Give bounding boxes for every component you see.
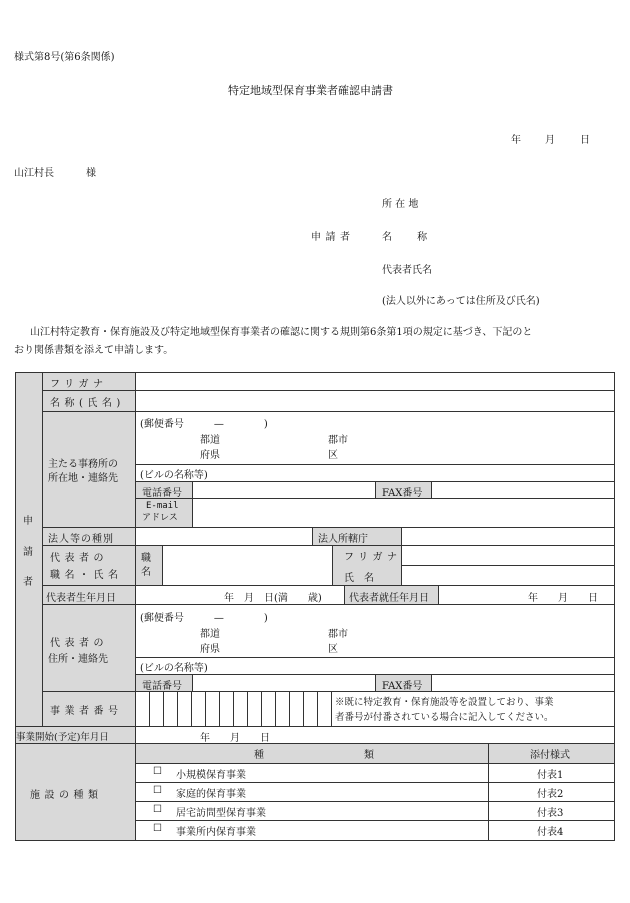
gunshi-2: 区 — [328, 450, 338, 461]
todofuken2-2: 府県 — [200, 644, 220, 655]
facility-form-1: 付表1 — [537, 770, 564, 781]
facility-name-1: 小規模保育事業 — [176, 770, 246, 781]
todofuken-1: 都道 — [200, 435, 220, 446]
fax-label: FAX番号 — [382, 488, 423, 499]
building-label-2: (ビルの名称等) — [140, 663, 208, 674]
facility-checkbox-2[interactable]: ☐ — [153, 785, 162, 796]
rep-birth-value: 年 月 日(満 歳) — [224, 593, 322, 604]
rep-title-label-1: 代表者の — [50, 553, 108, 564]
date-month: 月 — [545, 135, 555, 146]
rep-addr-label-2: 住所・連絡先 — [48, 654, 108, 665]
side-label-2: 請 — [23, 547, 33, 558]
fax2-label: FAX番号 — [382, 681, 423, 692]
applicant-label: 申請者 — [311, 232, 355, 243]
date-year: 年 — [511, 135, 521, 146]
email-label-1: E-mail — [146, 501, 179, 511]
date-day: 日 — [580, 135, 590, 146]
side-label-3: 者 — [23, 577, 33, 588]
facility-form-3: 付表3 — [537, 808, 564, 819]
shoku-label-1: 職 — [141, 553, 151, 564]
email-label-2: アドレス — [142, 513, 178, 523]
biz-note-1: ※既に特定教育・保育施設等を設置しており、事業 — [335, 697, 554, 708]
biz-no-label: 事業者番号 — [50, 706, 123, 717]
applicant-rep-label: 代表者氏名 — [382, 265, 432, 276]
todofuken2-1: 都道 — [200, 629, 220, 640]
rep-start-label: 代表者就任年月日 — [349, 593, 429, 604]
postal-label-2: (郵便番号 — ) — [140, 613, 268, 624]
facility-form-2: 付表2 — [537, 789, 564, 800]
facility-name-3: 居宅訪問型保育事業 — [176, 808, 266, 819]
intro-line-1: 山江村特定教育・保育施設及び特定地域型保育事業者の確認に関する規則第6条第1項の規定に基づき、下記のと — [30, 327, 533, 338]
gunshi2-1: 郡市 — [328, 629, 348, 640]
facility-checkbox-4[interactable]: ☐ — [153, 823, 162, 834]
intro-line-2: おり関係書類を添えて申請します。 — [14, 345, 174, 356]
todofuken-2: 府県 — [200, 450, 220, 461]
applicant-note: (法人以外にあっては住所及び氏名) — [382, 296, 540, 307]
start-date-label: 事業開始(予定)年月日 — [16, 732, 109, 743]
furigana-label: フリガナ — [50, 379, 108, 390]
facility-type-label: 施設の種類 — [30, 790, 103, 801]
rep-title-label-2: 職名・氏名 — [50, 570, 123, 581]
facility-checkbox-1[interactable]: ☐ — [153, 766, 162, 777]
phone2-label: 電話番号 — [142, 681, 182, 692]
start-date-value: 年 月 日 — [200, 733, 270, 744]
honorific: 様 — [86, 168, 96, 179]
corp-authority-label: 法人所轄庁 — [318, 534, 368, 545]
postal-label: (郵便番号 — ) — [140, 419, 268, 430]
corp-type-label: 法人等の種別 — [48, 534, 114, 545]
rep-birth-label: 代表者生年月日 — [46, 593, 116, 604]
gunshi-1: 郡市 — [328, 435, 348, 446]
biz-note-2: 者番号が付番されている場合に記入してください。 — [335, 712, 554, 723]
side-label-1: 申 — [23, 516, 33, 527]
office-label-1: 主たる事務所の — [48, 459, 118, 470]
addressee: 山江村長 — [14, 168, 54, 179]
gunshi2-2: 区 — [328, 644, 338, 655]
facility-name-4: 事業所内保育事業 — [176, 827, 256, 838]
phone-label: 電話番号 — [142, 488, 182, 499]
attach-header: 添付様式 — [530, 750, 570, 761]
form-number: 様式第8号(第6条関係) — [14, 52, 115, 63]
applicant-address-label: 所 在 地 — [382, 199, 419, 210]
shimei-label: 氏 名 — [344, 573, 374, 584]
facility-form-4: 付表4 — [537, 827, 564, 838]
office-label-2: 所在地・連絡先 — [48, 473, 118, 484]
kind-header: 種 類 — [254, 750, 374, 761]
facility-checkbox-3[interactable]: ☐ — [153, 804, 162, 815]
facility-name-2: 家庭的保育事業 — [176, 789, 246, 800]
building-label: (ビルの名称等) — [140, 470, 208, 481]
name-label: 名称(氏名) — [50, 398, 125, 409]
rep-addr-label-1: 代表者の — [50, 638, 108, 649]
shoku-label-2: 名 — [141, 567, 151, 578]
rep-start-value: 年 月 日 — [528, 593, 598, 604]
furigana2-label: フリガナ — [344, 552, 402, 563]
applicant-name-label: 名 称 — [382, 232, 428, 243]
document-title: 特定地域型保育事業者確認申請書 — [228, 84, 393, 97]
